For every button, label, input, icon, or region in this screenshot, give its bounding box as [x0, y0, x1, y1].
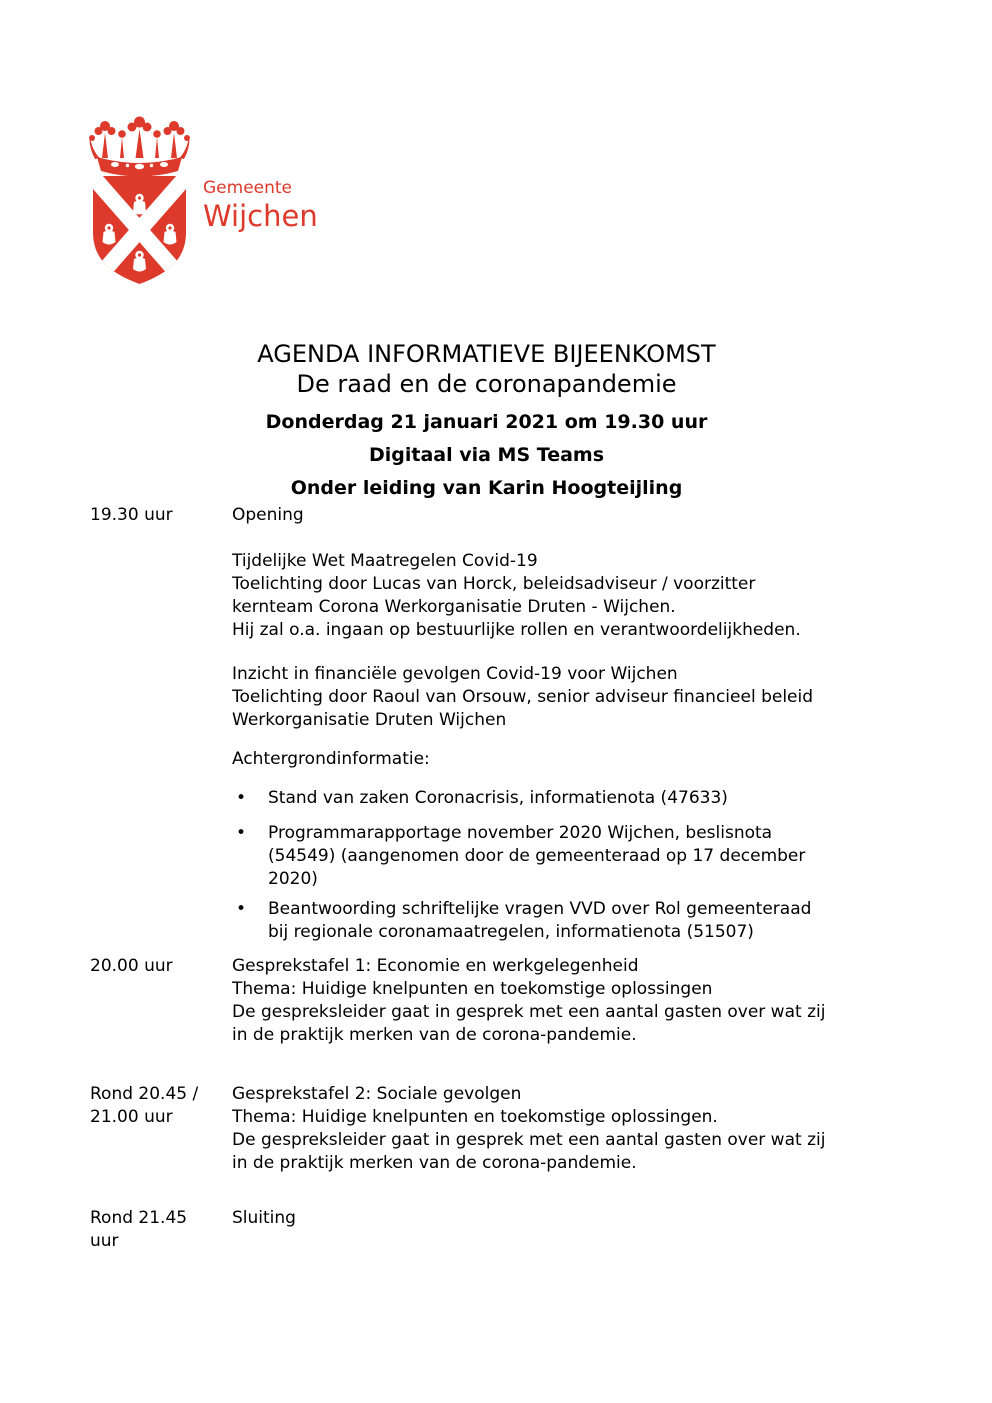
agenda-line: Toelichting door Lucas van Horck, beleidsadviseur / voorzitter [232, 574, 756, 594]
bullet-text [268, 822, 948, 891]
bullet-line: Stand van zaken Coronacrisis, informatienota (47633) [268, 788, 728, 808]
bullet-line: Beantwoording schriftelijke vragen VVD over Rol gemeenteraad [268, 899, 812, 919]
bullet-icon: • [236, 823, 247, 843]
bullet-text [268, 898, 948, 944]
agenda-time [90, 1083, 240, 1129]
agenda-body [232, 748, 962, 771]
agenda-line: Gesprekstafel 2: Sociale gevolgen [232, 1084, 522, 1104]
agenda-time [90, 1207, 240, 1253]
agenda-line: Thema: Huidige knelpunten en toekomstige oplossingen. [232, 1107, 718, 1127]
logo-wijchen-label: Wijchen [203, 199, 318, 233]
bullet-text [268, 787, 948, 810]
agenda-line: in de praktijk merken van de corona-pandemie. [232, 1025, 637, 1045]
bullet-line: 2020) [268, 869, 318, 889]
agenda-line: De gespreksleider gaat in gesprek met een aantal gasten over wat zij [232, 1002, 826, 1022]
logo [85, 112, 345, 292]
meeting-chair: Onder leiding van Karin Hoogteijling [290, 477, 683, 499]
agenda-body [232, 504, 962, 527]
meeting-datetime: Donderdag 21 januari 2021 om 19.30 uur [265, 411, 708, 433]
agenda-time [90, 504, 240, 527]
agenda-body [232, 955, 962, 1047]
agenda-time-line: Rond 21.45 [90, 1208, 188, 1228]
agenda-line: in de praktijk merken van de corona-pandemie. [232, 1153, 637, 1173]
agenda-line: De gespreksleider gaat in gesprek met een aantal gasten over wat zij [232, 1130, 826, 1150]
page-subtitle: De raad en de coronapandemie [296, 370, 677, 398]
title-block [0, 339, 973, 500]
agenda-line: Tijdelijke Wet Maatregelen Covid-19 [232, 551, 538, 571]
agenda-time-line: uur [90, 1231, 119, 1251]
meeting-location: Digitaal via MS Teams [368, 444, 605, 466]
agenda-line: Opening [232, 505, 304, 525]
agenda-line: Sluiting [232, 1208, 296, 1228]
bullet-icon: • [236, 899, 247, 919]
agenda-line: Toelichting door Raoul van Orsouw, senior adviseur financieel beleid [232, 687, 814, 707]
bullet-line: Programmarapportage november 2020 Wijchen, beslisnota [268, 823, 773, 843]
agenda-time [90, 955, 240, 978]
logo-gemeente-label: Gemeente [203, 178, 293, 198]
bullet-line: bij regionale coronamaatregelen, informatienota (51507) [268, 922, 754, 942]
page-title: AGENDA INFORMATIEVE BIJEENKOMST [257, 340, 716, 368]
bullet-line: (54549) (aangenomen door de gemeenteraad op 17 december [268, 846, 806, 866]
agenda-line: Inzicht in financiële gevolgen Covid-19 voor Wijchen [232, 664, 678, 684]
bullet-icon: • [236, 788, 247, 808]
agenda-body [232, 1207, 962, 1230]
wijchen-coat-of-arms-icon [85, 112, 195, 287]
agenda-body [232, 550, 962, 642]
agenda-body [232, 1083, 962, 1175]
agenda-line: kernteam Corona Werkorganisatie Druten - Wijchen. [232, 597, 676, 617]
agenda-time-line: 19.30 uur [90, 505, 173, 525]
agenda-line: Achtergrondinformatie: [232, 749, 430, 769]
agenda-line: Thema: Huidige knelpunten en toekomstige oplossingen [232, 979, 713, 999]
agenda-time-line: 21.00 uur [90, 1107, 173, 1127]
agenda-time-line: 20.00 uur [90, 956, 173, 976]
agenda-body [232, 663, 962, 732]
agenda-line: Gesprekstafel 1: Economie en werkgelegenheid [232, 956, 639, 976]
agenda-time-line: Rond 20.45 / [90, 1084, 199, 1104]
agenda-line: Werkorganisatie Druten Wijchen [232, 710, 507, 730]
agenda-line: Hij zal o.a. ingaan op bestuurlijke rollen en verantwoordelijkheden. [232, 620, 801, 640]
